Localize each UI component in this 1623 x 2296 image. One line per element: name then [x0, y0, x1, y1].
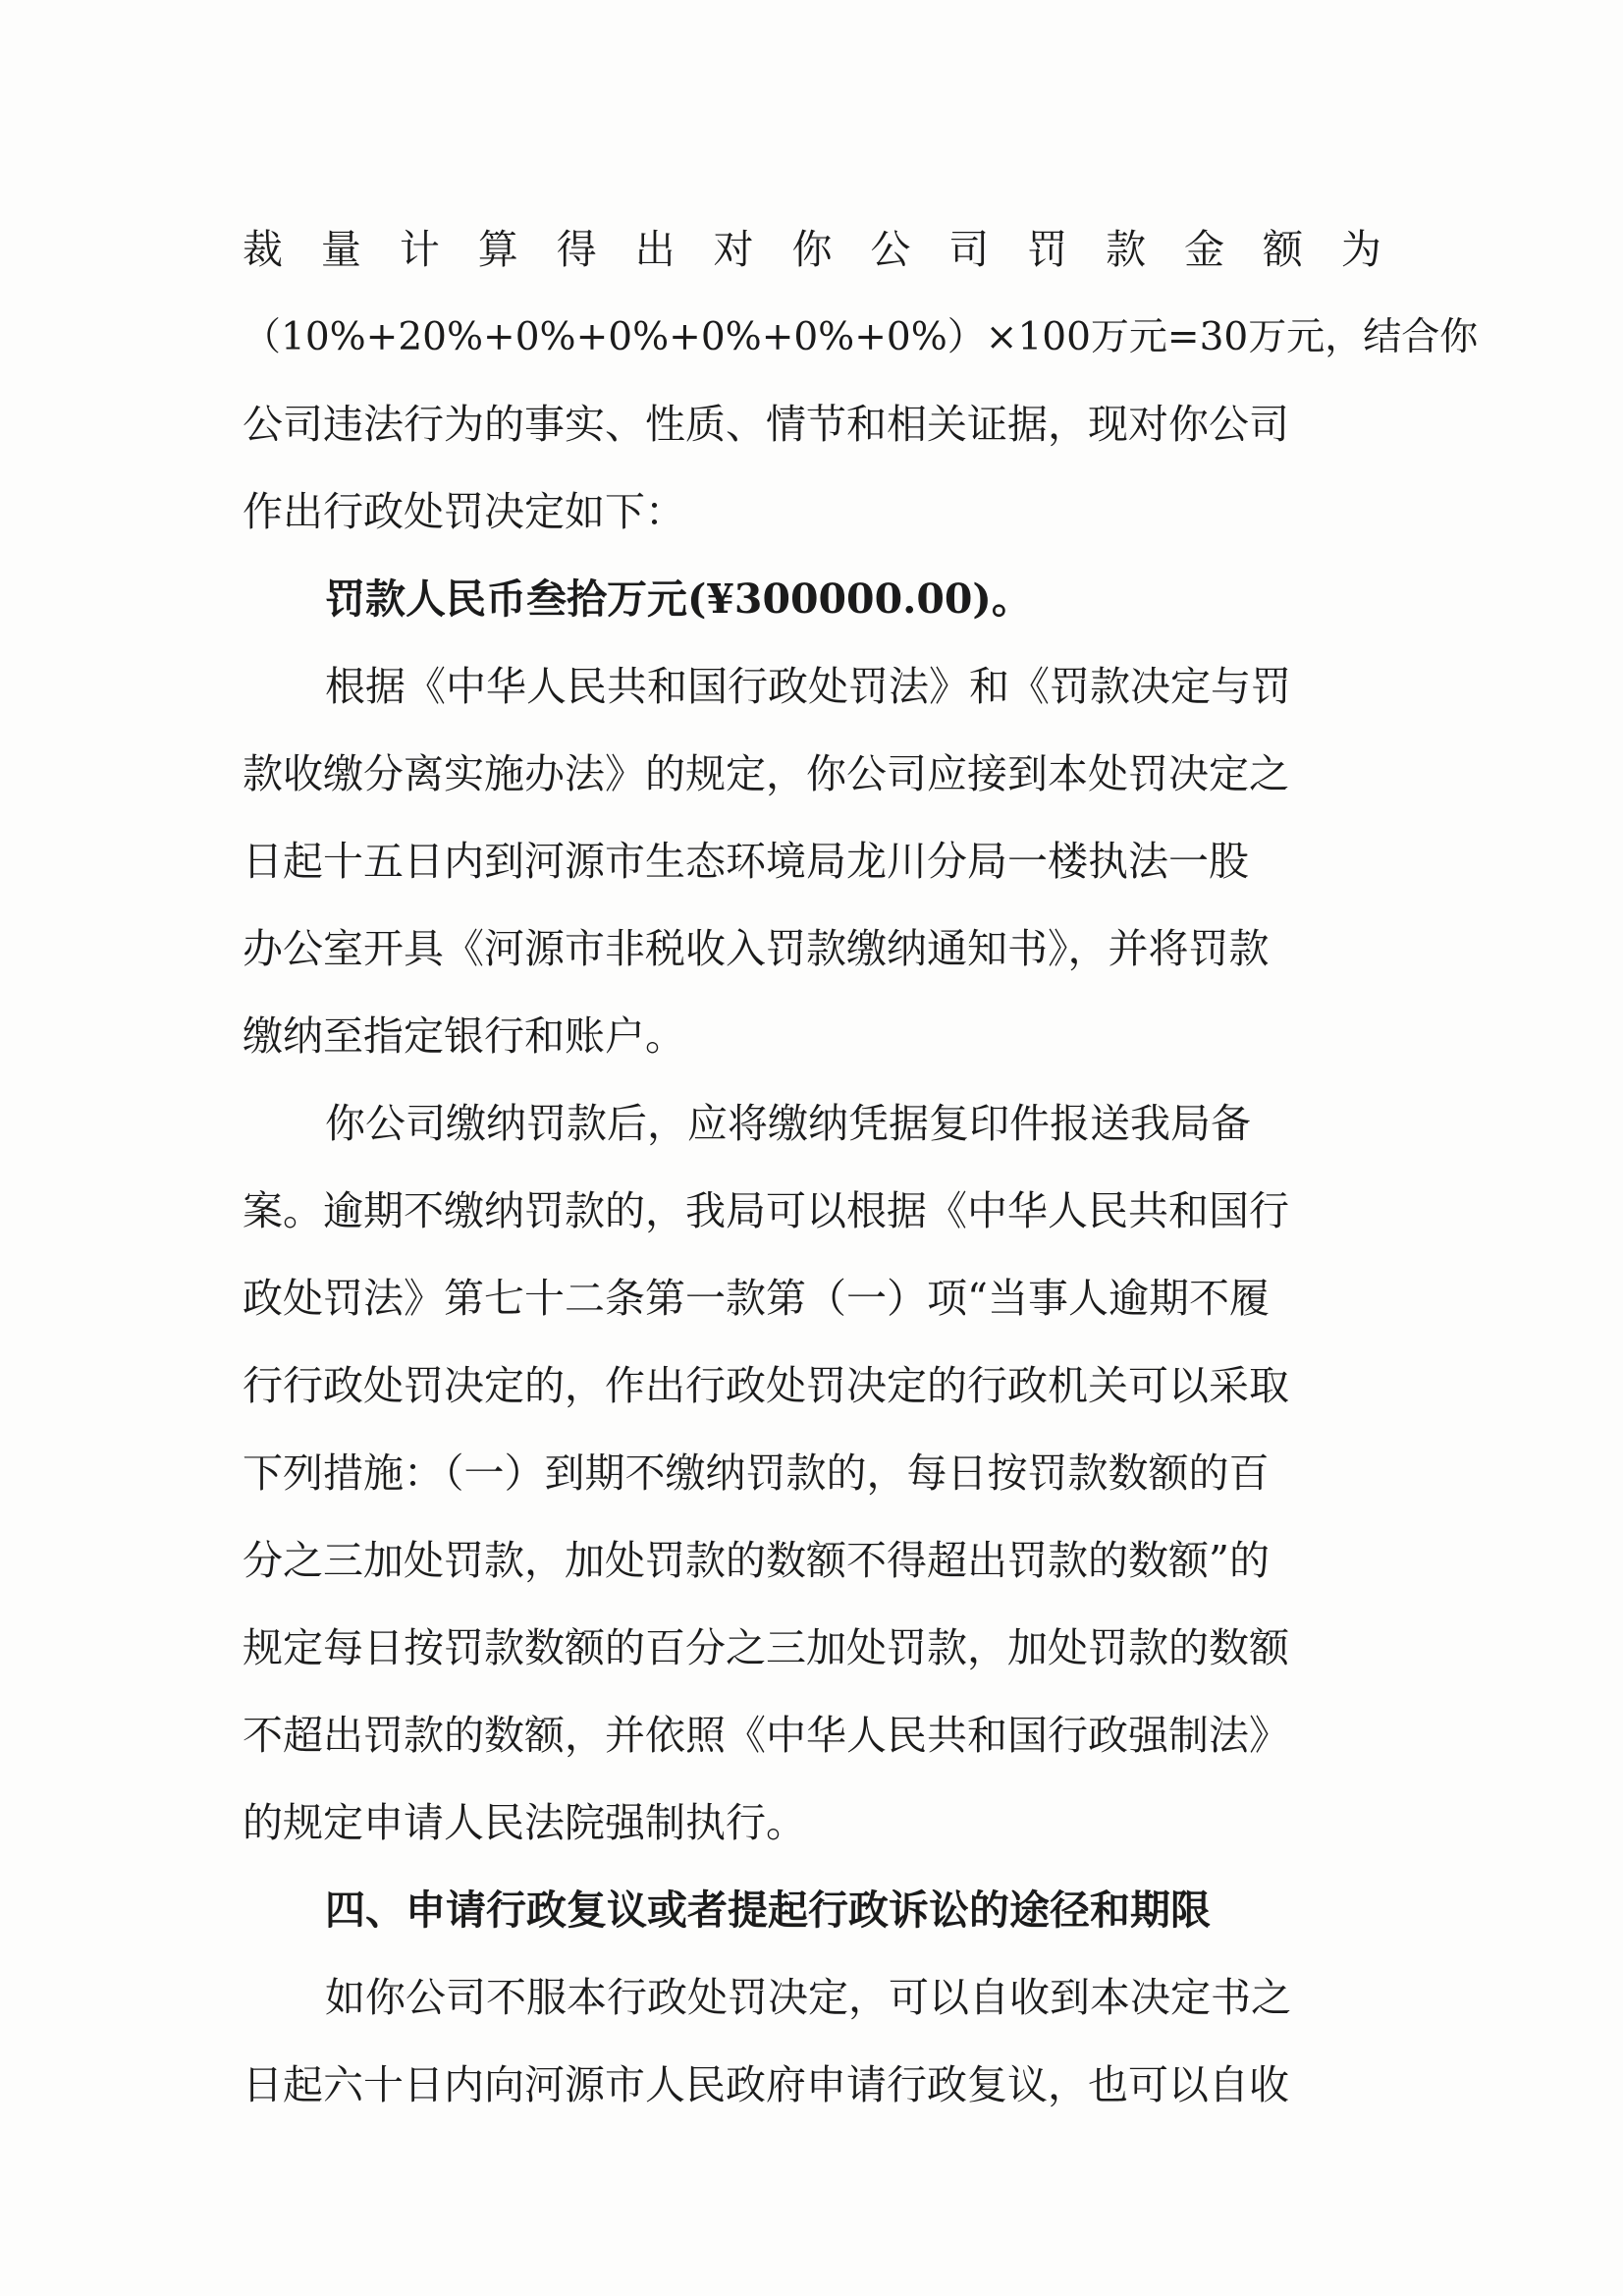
document-body [243, 206, 1479, 2129]
text-line-2: （10%+20%+0%+0%+0%+0%+0%）×100万元=30万元，结合你 [243, 315, 1479, 359]
paragraph-line: 款收缴分离实施办法》的规定，你公司应接到本处罚决定之 [243, 750, 1289, 797]
paragraph-line: 如你公司不服本行政处罚决定，可以自收到本决定书之 [325, 1974, 1291, 2021]
paragraph-line: 政处罚法》第七十二条第一款第（一）项“当事人逾期不履 [243, 1275, 1270, 1322]
overdue-paragraph [243, 1080, 1381, 1867]
paragraph-line: 缴纳至指定银行和账户。 [243, 1012, 685, 1060]
paragraph-line: 不超出罚款的数额，并依照《中华人民共和国行政强制法》 [243, 1712, 1289, 1759]
char: 罚 [1027, 226, 1068, 273]
review-paragraph [243, 1954, 1381, 2129]
char: 出 [634, 226, 676, 273]
char: 你 [791, 226, 833, 273]
paragraph-line: 规定每日按罚款数额的百分之三加处罚款，加处罚款的数额 [243, 1624, 1289, 1671]
payment-paragraph [243, 643, 1381, 1080]
text-line-3: 公司违法行为的事实、性质、情节和相关证据，现对你公司 [243, 401, 1289, 448]
paragraph-line: 根据《中华人民共和国行政处罚法》和《罚款决定与罚 [325, 663, 1291, 710]
paragraph-line: 分之三加处罚款，加处罚款的数额不得超出罚款的数额”的 [243, 1537, 1270, 1584]
section-heading: 四、申请行政复议或者提起行政诉讼的途径和期限 [325, 1886, 1211, 1934]
char: 公 [870, 226, 911, 273]
paragraph-line: 日起六十日内向河源市人民政府申请行政复议，也可以自收 [243, 2061, 1289, 2108]
paragraph-line: 办公室开具《河源市非税收入罚款缴纳通知书》，并将罚款 [243, 925, 1270, 972]
char: 裁 [243, 226, 283, 273]
char: 得 [556, 226, 597, 273]
penalty-amount-line: 罚款人民币叁拾万元(¥300000.00)。 [325, 575, 1032, 623]
char: 额 [1262, 226, 1303, 273]
char: 司 [948, 226, 990, 273]
char: 款 [1106, 226, 1147, 273]
text-line-4: 作出行政处罚决定如下： [243, 488, 685, 535]
char: 金 [1184, 226, 1225, 273]
paragraph-line: 你公司缴纳罚款后，应将缴纳凭据复印件报送我局备 [325, 1100, 1251, 1147]
paragraph-line: 案。逾期不缴纳罚款的，我局可以根据《中华人民共和国行 [243, 1187, 1289, 1234]
text-line-1 [243, 206, 1381, 294]
char: 算 [477, 226, 518, 273]
char: 量 [320, 226, 361, 273]
char: 对 [713, 226, 754, 273]
paragraph-line: 行行政处罚决定的，作出行政处罚决定的行政机关可以采取 [243, 1362, 1289, 1409]
paragraph-line: 下列措施：（一）到期不缴纳罚款的，每日按罚款数额的百 [243, 1449, 1270, 1497]
paragraph-line: 的规定申请人民法院强制执行。 [243, 1799, 806, 1846]
char: 为 [1340, 226, 1381, 273]
char: 计 [399, 226, 440, 273]
paragraph-line: 日起十五日内到河源市生态环境局龙川分局一楼执法一股 [243, 838, 1249, 885]
